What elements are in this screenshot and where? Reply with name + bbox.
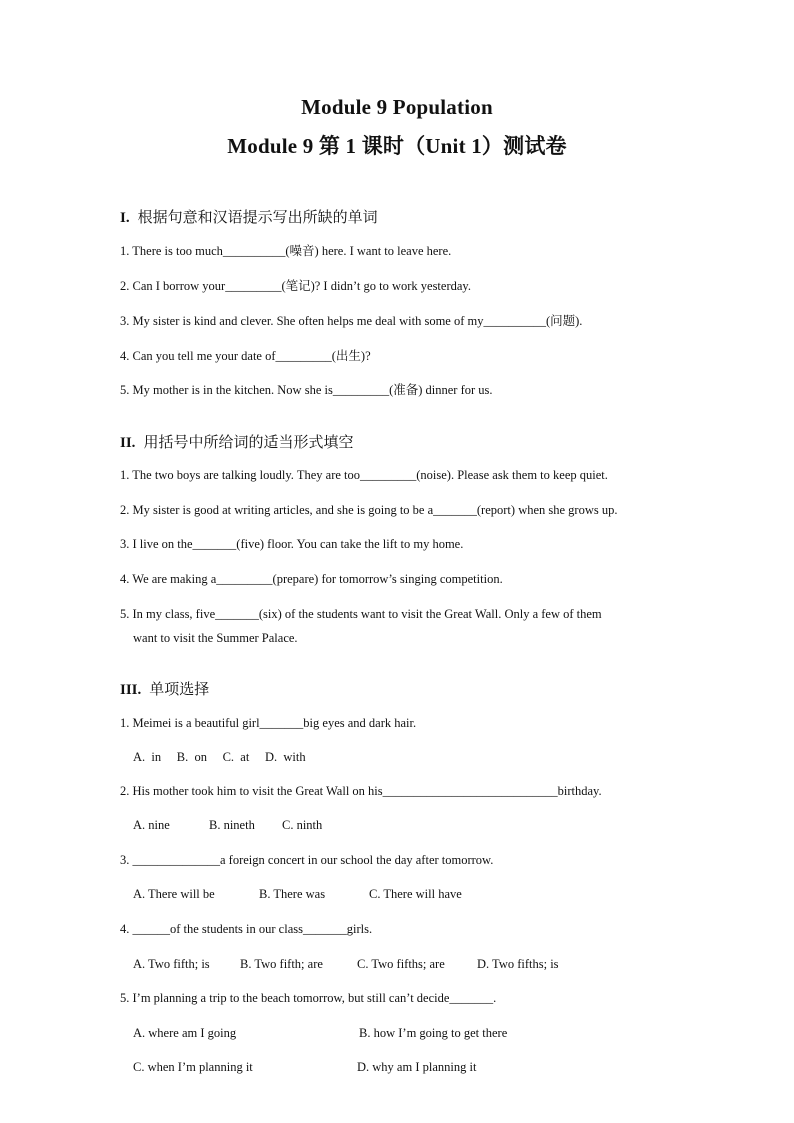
section-3-question-1-options: A. in B. on C. at D. with	[133, 750, 306, 764]
q2-option-a: A. nine	[133, 818, 170, 832]
lesson-title: Module 9 第 1 课时（Unit 1）测试卷	[227, 134, 567, 158]
q4-option-b: B. Two fifth; are	[240, 957, 323, 971]
q5-option-a: A. where am I going	[133, 1026, 237, 1040]
section-1-title: 根据句意和汉语提示写出所缺的单词	[137, 208, 378, 226]
section-2-question-2: 2. My sister is good at writing articles, and she is going to be a_______(report) when she grows up.	[120, 503, 618, 517]
section-3-question-5: 5. I’m planning a trip to the beach tomorrow, but still can’t decide_______.	[120, 991, 497, 1005]
q2-option-b: B. nineth	[209, 818, 255, 832]
section-1-question-2: 2. Can I borrow your_________(笔记)? I didn’t go to work yesterday.	[120, 279, 471, 293]
section-2-question-5: 5. In my class, five_______(six) of the students want to visit the Great Wall. Only a few of them	[120, 607, 602, 621]
section-1-question-3: 3. My sister is kind and clever. She often helps me deal with some of my__________(问题).	[120, 314, 583, 328]
section-1-question-4: 4. Can you tell me your date of_________(出生)?	[120, 349, 371, 363]
q4-option-c: C. Two fifths; are	[357, 957, 445, 971]
section-3-number: III.	[120, 682, 142, 698]
section-2-number: II.	[120, 435, 136, 451]
section-1-heading	[120, 206, 378, 227]
module-title: Module 9 Population	[301, 95, 493, 119]
section-3-title: 单项选择	[149, 680, 210, 698]
section-2-title: 用括号中所给词的适当形式填空	[143, 433, 354, 451]
q3-option-a: A. There will be	[133, 887, 215, 901]
q5-option-c: C. when I’m planning it	[133, 1060, 253, 1074]
section-2-question-4: 4. We are making a_________(prepare) for tomorrow’s singing competition.	[120, 572, 503, 586]
section-1-number: I.	[120, 210, 130, 226]
q4-option-a: A. Two fifth; is	[133, 957, 210, 971]
section-1-question-1: 1. There is too much__________(噪音) here. I want to leave here.	[120, 244, 452, 258]
section-2-question-5-continued: want to visit the Summer Palace.	[133, 631, 298, 645]
section-2-question-1: 1. The two boys are talking loudly. They are too_________(noise). Please ask them to keep quiet.	[120, 468, 608, 482]
section-2-question-3: 3. I live on the_______(five) floor. You can take the lift to my home.	[120, 537, 464, 551]
section-1-question-5: 5. My mother is in the kitchen. Now she is_________(准备) dinner for us.	[120, 383, 493, 397]
section-3-heading	[120, 678, 209, 699]
q3-option-b: B. There was	[259, 887, 326, 901]
section-3-question-3: 3. ______________a foreign concert in our school the day after tomorrow.	[120, 853, 494, 867]
q5-option-d: D. why am I planning it	[357, 1060, 477, 1074]
section-3-question-1: 1. Meimei is a beautiful girl_______big eyes and dark hair.	[120, 716, 417, 730]
q3-option-c: C. There will have	[369, 887, 462, 901]
section-3-question-4: 4. ______of the students in our class_______girls.	[120, 922, 373, 936]
q5-option-b: B. how I’m going to get there	[359, 1026, 508, 1040]
section-3-question-2: 2. His mother took him to visit the Great Wall on his____________________________birthday.	[120, 784, 602, 798]
q4-option-d: D. Two fifths; is	[477, 957, 559, 971]
section-2-heading	[120, 431, 353, 452]
q2-option-c: C. ninth	[282, 818, 323, 832]
